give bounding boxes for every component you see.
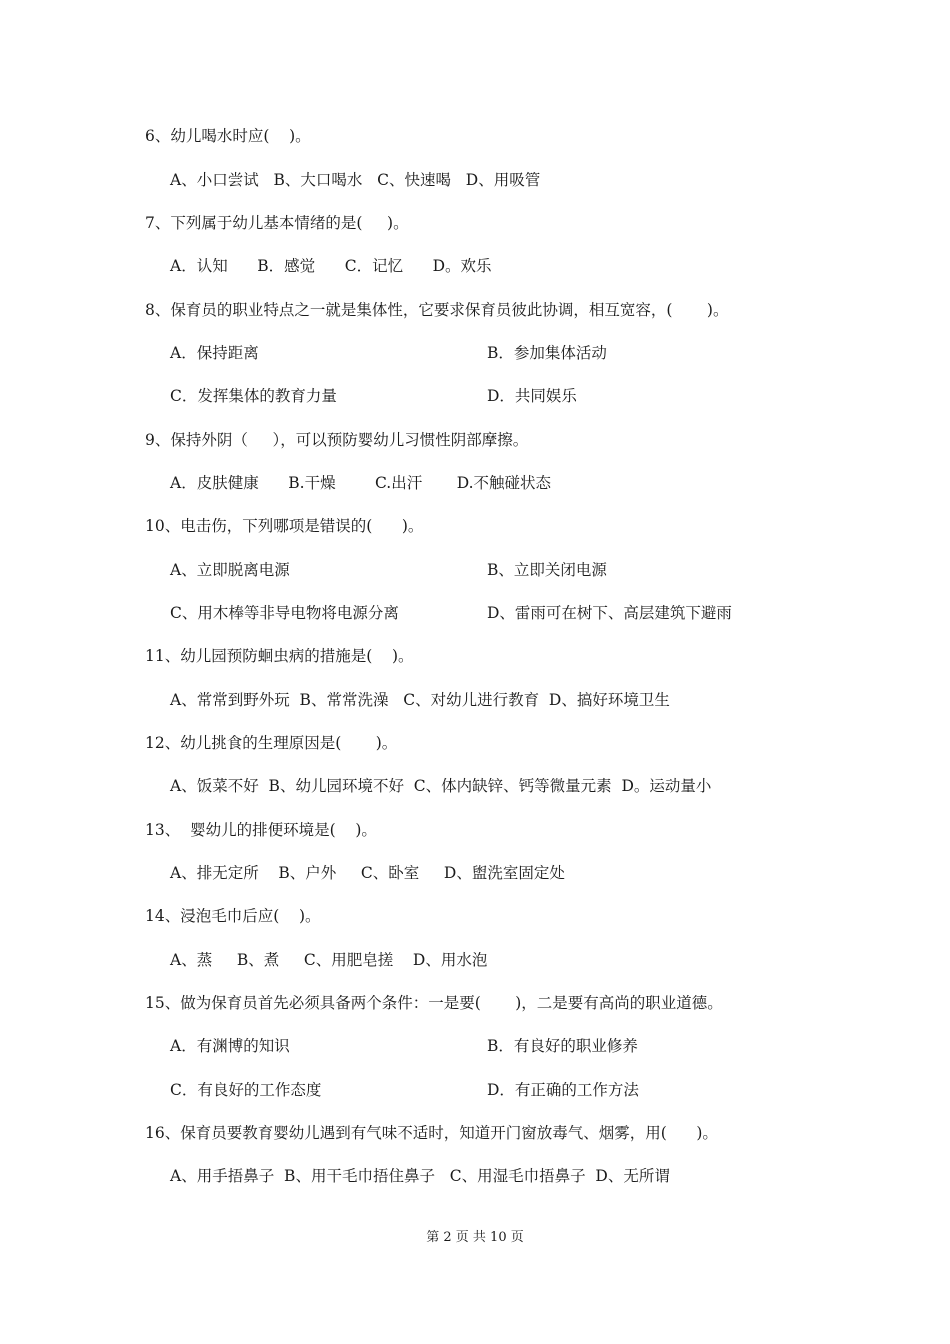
question-12-options: A、饭菜不好 B、幼儿园环境不好 C、体内缺锌、钙等微量元素 D。运动量小 xyxy=(170,777,712,795)
question-6: 6、幼儿喝水时应( )。 xyxy=(145,127,311,145)
question-15-option-c: C．有良好的工作态度 xyxy=(170,1081,322,1099)
question-8: 8、保育员的职业特点之一就是集体性，它要求保育员彼此协调，相互宽容，( )。 xyxy=(145,301,729,319)
question-16-options: A、用手捂鼻子 B、用干毛巾捂住鼻子 C、用湿毛巾捂鼻子 D、无所谓 xyxy=(170,1167,670,1185)
question-6-options: A、小口尝试 B、大口喝水 C、快速喝 D、用吸管 xyxy=(170,171,541,189)
question-14-options: A、蒸 B、煮 C、用肥皂搓 D、用水泡 xyxy=(170,951,488,969)
question-8-option-a: A．保持距离 xyxy=(170,344,259,362)
question-15-option-a: A．有渊博的知识 xyxy=(170,1037,290,1055)
question-10-option-d: D、雷雨可在树下、高层建筑下避雨 xyxy=(487,604,732,622)
question-7: 7、下列属于幼儿基本情绪的是( )。 xyxy=(145,214,409,232)
question-10-option-b: B、立即关闭电源 xyxy=(487,561,607,579)
question-8-option-b: B．参加集体活动 xyxy=(487,344,607,362)
question-9: 9、保持外阴（ ），可以预防婴幼儿习惯性阴部摩擦。 xyxy=(145,431,529,449)
question-11: 11、幼儿园预防蛔虫病的措施是( )。 xyxy=(145,647,414,665)
question-16: 16、保育员要教育婴幼儿遇到有气味不适时，知道开门窗放毒气、烟雾，用( )。 xyxy=(145,1124,718,1142)
question-15-option-b: B．有良好的职业修养 xyxy=(487,1037,638,1055)
question-14: 14、浸泡毛巾后应( )。 xyxy=(145,907,321,925)
question-15-option-d: D．有正确的工作方法 xyxy=(487,1081,639,1099)
question-13-options: A、排无定所 B、户外 C、卧室 D、盥洗室固定处 xyxy=(170,864,565,882)
question-11-options: A、常常到野外玩 B、常常洗澡 C、对幼儿进行教育 D、搞好环境卫生 xyxy=(170,691,670,709)
question-10: 10、电击伤，下列哪项是错误的( )。 xyxy=(145,517,424,535)
question-12: 12、幼儿挑食的生理原因是( )。 xyxy=(145,734,398,752)
page-number: 第 2 页 共 10 页 xyxy=(426,1230,524,1245)
question-13: 13、 婴幼儿的排便环境是( )。 xyxy=(145,821,377,839)
question-9-options: A．皮肤健康 B.干燥 C.出汗 D.不触碰状态 xyxy=(170,474,552,492)
question-8-option-c: C．发挥集体的教育力量 xyxy=(170,387,337,405)
question-15: 15、做为保育员首先必须具备两个条件：一是要( )，二是要有高尚的职业道德。 xyxy=(145,994,723,1012)
question-8-option-d: D．共同娱乐 xyxy=(487,387,577,405)
question-7-options: A．认知 B．感觉 C．记忆 D。欢乐 xyxy=(170,257,492,275)
question-10-option-c: C、用木棒等非导电物将电源分离 xyxy=(170,604,399,622)
question-10-option-a: A、立即脱离电源 xyxy=(170,561,290,579)
